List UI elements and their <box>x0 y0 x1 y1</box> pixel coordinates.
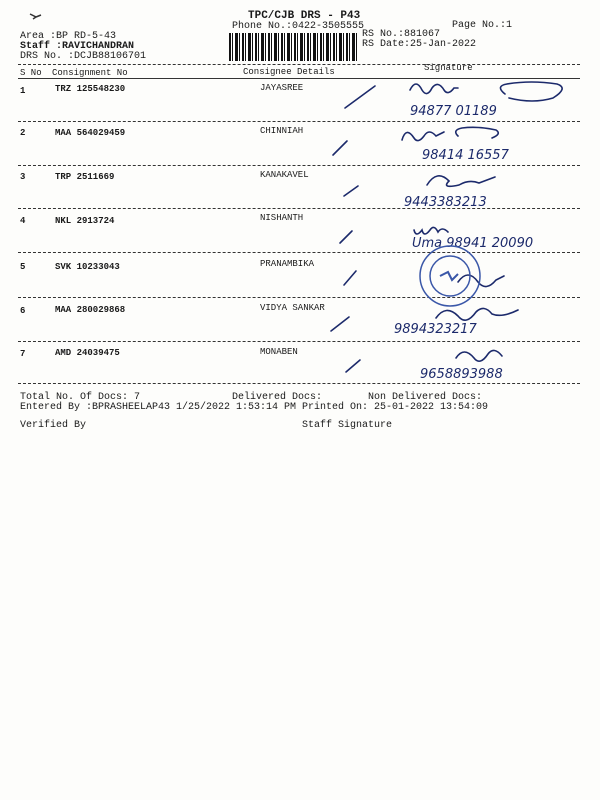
column-header-sno: S No <box>20 68 42 78</box>
page-number: Page No.:1 <box>452 20 513 31</box>
staff-signature-label: Staff Signature <box>302 420 393 431</box>
document-title: TPC/CJB DRS - P43 <box>248 10 361 22</box>
row-sno: 4 <box>20 216 26 226</box>
row-consignee: NISHANTH <box>260 213 304 223</box>
row-consignment: NKL 2913724 <box>55 216 115 226</box>
row-sno: 3 <box>20 172 26 182</box>
row-consignment: MAA 564029459 <box>55 128 126 138</box>
row-consignment: AMD 24039475 <box>55 348 120 358</box>
row-sno: 7 <box>20 349 26 359</box>
row-consignee: MONABEN <box>260 347 298 357</box>
row-sno: 1 <box>20 86 26 96</box>
row-signature-text: 9443383213 <box>404 195 487 210</box>
row-signature-text: 94877 01189 <box>410 104 497 119</box>
delivered-docs: Delivered Docs: <box>232 392 323 403</box>
row-consignee: KANAKAVEL <box>260 170 309 180</box>
row-consignee: CHINNIAH <box>260 126 304 136</box>
row-consignee: JAYASREE <box>260 83 304 93</box>
entered-by: Entered By :BPRASHEELAP43 1/25/2022 1:53:14 PM <box>20 402 297 413</box>
row-consignee: VIDYA SANKAR <box>260 303 325 313</box>
staff-field: Staff :RAVICHANDRAN <box>20 41 135 52</box>
rs-date: RS Date:25-Jan-2022 <box>362 39 477 50</box>
drs-number: DRS No. :DCJB88106701 <box>20 51 147 62</box>
row-consignment: MAA 280029868 <box>55 305 126 315</box>
row-sno: 2 <box>20 128 26 138</box>
row-consignment: SVK 10233043 <box>55 262 120 272</box>
column-header-signature: Signature <box>424 63 473 73</box>
total-docs: Total No. Of Docs: 7 <box>20 392 141 403</box>
verified-by-label: Verified By <box>20 420 87 431</box>
printed-on: Printed On: 25-01-2022 13:54:09 <box>302 402 489 413</box>
row-sno: 6 <box>20 306 26 316</box>
phone-number: Phone No.:0422-3505555 <box>232 21 365 32</box>
row-signature-text: 98414 16557 <box>422 148 509 163</box>
column-header-consignee: Consignee Details <box>243 67 335 77</box>
area-field: Area :BP RD-5-43 <box>20 31 117 42</box>
rs-number: RS No.:881067 <box>362 29 441 40</box>
row-signature-text: Uma 98941 20090 <box>412 236 534 251</box>
row-sno: 5 <box>20 262 26 272</box>
non-delivered-docs: Non Delivered Docs: <box>368 392 483 403</box>
column-header-consignment: Consignment No <box>52 68 128 78</box>
row-consignment: TRP 2511669 <box>55 172 115 182</box>
row-signature-text: 9894323217 <box>394 322 477 337</box>
row-consignee: PRANAMBIKA <box>260 259 315 269</box>
row-signature-text: 9658893988 <box>420 367 503 382</box>
row-consignment: TRZ 125548230 <box>55 84 126 94</box>
